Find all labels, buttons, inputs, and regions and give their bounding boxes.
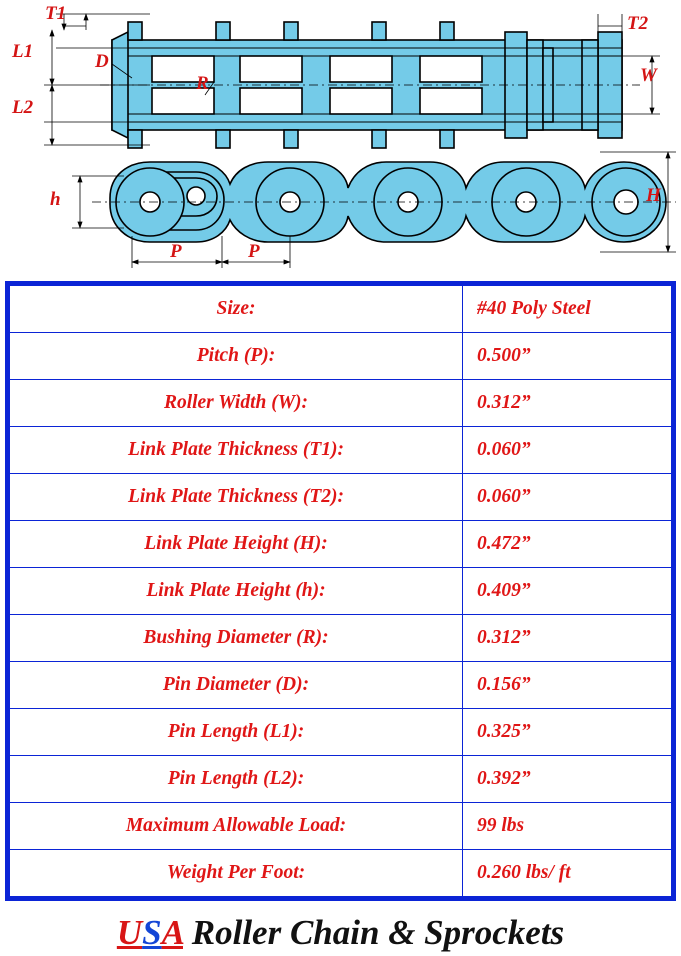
chain-diagram (0, 0, 681, 276)
label-l2: L2 (12, 97, 34, 118)
row-value: 0.392” (463, 756, 672, 803)
table-row (10, 756, 672, 803)
row-label: Maximum Allowable Load: (10, 803, 463, 850)
label-t1: T1 (45, 3, 67, 24)
row-value: 0.312” (463, 380, 672, 427)
table-row (10, 850, 672, 897)
specification-table (5, 281, 676, 901)
label-p-1: P (170, 241, 182, 262)
row-label: Pin Length (L1): (10, 709, 463, 756)
row-label: Roller Width (W): (10, 380, 463, 427)
table-row (10, 333, 672, 380)
row-value: 0.312” (463, 615, 672, 662)
spec-table-element (9, 285, 672, 897)
row-label: Bushing Diameter (R): (10, 615, 463, 662)
label-h-upper: H (646, 185, 661, 206)
label-l1: L1 (12, 41, 34, 62)
row-label: Link Plate Height (h): (10, 568, 463, 615)
row-label: Pin Diameter (D): (10, 662, 463, 709)
label-p-2: P (248, 241, 260, 262)
row-label: Link Plate Thickness (T1): (10, 427, 463, 474)
label-r: R (196, 73, 209, 94)
label-w: W (640, 65, 657, 86)
row-value: 99 lbs (463, 803, 672, 850)
label-h-lower: h (50, 189, 61, 210)
table-row (10, 662, 672, 709)
table-row (10, 380, 672, 427)
table-row (10, 568, 672, 615)
brand-name: Roller Chain & Sprockets (183, 913, 565, 952)
row-value: 0.472” (463, 521, 672, 568)
row-label: Weight Per Foot: (10, 850, 463, 897)
row-value: 0.409” (463, 568, 672, 615)
row-value: 0.325” (463, 709, 672, 756)
table-row (10, 286, 672, 333)
brand-footer (0, 910, 681, 956)
row-label: Pitch (P): (10, 333, 463, 380)
table-row (10, 474, 672, 521)
row-label: Size: (10, 286, 463, 333)
row-value: 0.500” (463, 333, 672, 380)
side-view (72, 152, 676, 268)
table-row (10, 709, 672, 756)
row-value: 0.060” (463, 474, 672, 521)
row-label: Pin Length (L2): (10, 756, 463, 803)
top-view (44, 14, 660, 148)
table-row (10, 521, 672, 568)
brand-letter-u: U (116, 913, 143, 952)
spec-table-body (10, 286, 672, 897)
row-value: 0.156” (463, 662, 672, 709)
table-row (10, 427, 672, 474)
row-label: Link Plate Thickness (T2): (10, 474, 463, 521)
table-row (10, 615, 672, 662)
row-label: Link Plate Height (H): (10, 521, 463, 568)
row-value: 0.060” (463, 427, 672, 474)
row-value: 0.260 lbs/ ft (463, 850, 672, 897)
brand-letter-a: A (161, 913, 183, 952)
label-d: D (95, 51, 109, 72)
label-t2: T2 (627, 13, 649, 34)
brand-letter-s: S (142, 913, 162, 952)
row-value: #40 Poly Steel (463, 286, 672, 333)
chain-diagram-svg (0, 0, 681, 276)
table-row (10, 803, 672, 850)
